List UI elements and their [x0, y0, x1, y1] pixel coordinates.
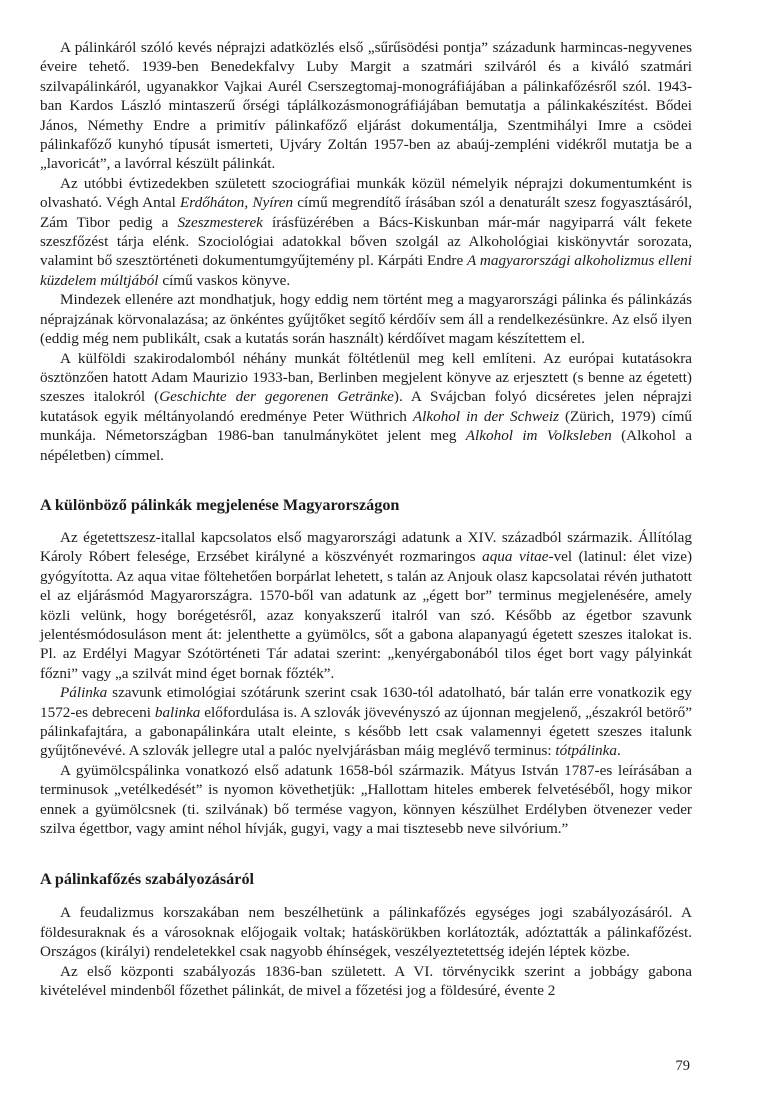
italic-text: Geschichte der gegorenen Getränke — [159, 388, 394, 406]
section-szabalyozas — [40, 869, 692, 1000]
text-run: szavunk etimológiai szótárunk szerint csak 1630-tól adatolható, bár talán erre vonatkozik egy 1572-es debreceni — [40, 684, 692, 721]
page-number: 79 — [675, 1058, 690, 1074]
text-run: A külföldi szakirodalomból néhány munkát föltétlenül meg kell említeni. Az európai kutatásokra ösztönzően hatott Adam Maurizio 1933-ban, Berlinben megjelent könyve az erjesztett (s benne az égetett) szeszes italokról ( — [40, 349, 692, 406]
section-intro — [40, 38, 692, 465]
text-run: A pálinkáról szóló kevés néprajzi adatközlés első „sűrűsödési pontja” századunk harmincas-negyvenes éveire tehető. 1939-ben Benedekfalvy Luby Margit a szatmári szilváról és a kiváló szatmári szilvapálinkáról, ugyanakkor Vajkai Aurél Cserszegtomaj-monográfiájában a pálinkafőzésről szól. 1943-ban Kardos László mintaszerű őrségi táplálkozásmonográfiájában bemutatja a pálinkakészítést. Bődei János, Némethy Endre a primitív pálinkafőző eljárást dokumentálja, Szentmihályi Imre a csödei pálinkafőző kunyhó típusát ismerteti, Ujváry Zoltán 1957-ben az abaúj-zempléni vidékről mutatja be a „lavoricát”, a lavórral készült pálinkát. — [40, 39, 692, 173]
text-run: Az első központi szabályozás 1836-ban született. A VI. törvénycikk szerint a jobbágy gabona kivételével mindenből főzethet pálinkát, de mivel a főzetési jog a földesúré, évente 2 — [40, 962, 692, 1000]
text-run: . — [616, 742, 621, 760]
italic-text: Alkohol im Volksleben — [465, 427, 612, 445]
paragraph — [40, 683, 692, 761]
section-heading: A különböző pálinkák megjelenése Magyarországon — [40, 495, 400, 514]
text-run: A feudalizmus korszakában nem beszélhetünk a pálinkafőzés egységes jogi szabályozásáról. A földesuraknak és a városoknak előjogaik voltak; hatáskörükben korlátozták, adóztatták a pálinkafőzést. Országos (királyi) rendeletekkel csak nagyobb éhínségek, veszélyeztetettség idején léptek közbe. — [40, 904, 692, 961]
text-run: című vaskos könyve. — [158, 271, 291, 289]
text-run: című megrendítő írásában szól a denaturált szesz fogyasztásáról, Zám Tibor pedig a — [40, 194, 692, 231]
italic-text: Pálinka — [60, 684, 108, 702]
italic-text: Erdőháton, Nyíren — [180, 194, 294, 212]
text-run: A gyümölcspálinka vonatkozó első adatunk 1658-ból származik. Mátyus István 1787-es leírásában a terminusok „vetélkedését” is nyomon követhetjük: „Hallottam hiteles emberek felvetéséből, hogy mikor ennek a gyümölcsnek (ti. szilvának) bő termése vagyon, könnyen készülhet Erdélyben ötvenezer veder szilva égettbor, vagy amint néhol hívják, gugyi, vagy a mai tisztesebb neve silvórium.” — [40, 761, 692, 838]
page-text — [40, 38, 692, 1000]
text-run: Az utóbbi évtizedekben született szociográfiai munkák közül némelyik néprajzi dokumentumként is olvasható. Végh Antal — [40, 174, 692, 212]
italic-text: Szeszmesterek — [177, 213, 263, 231]
text-run: (Zürich, 1979) című munkája. Németországban 1986-ban tanulmánykötet jelent meg — [40, 407, 693, 445]
italic-text: Alkohol in der Schweiz — [412, 407, 559, 425]
text-run: Mindezek ellenére azt mondhatjuk, hogy eddig nem történt meg a magyarországi pálinka és pálinkázás néprajzának körvonalazása; az önkéntes gyűjtőket segítő kérdőív sem áll a rendelkezésünkre. Az első ilyen (eddig még nem publikált, csak a kutatás során használt) kérdőívet magam készítettem el. — [40, 291, 692, 348]
paragraph — [40, 174, 692, 290]
section-heading: A pálinkafőzés szabályozásáról — [40, 870, 255, 889]
paragraph — [40, 761, 692, 839]
text-run: Az égetettszesz-itallal kapcsolatos első magyarországi adatunk a XIV. századból származik. Állítólag Károly Róbert felesége, Erzsébet királyné a köszvényét rozmaringos — [40, 528, 692, 566]
text-run: előfordulása is. A szlovák jövevényszó az újonnan megjelenő, „északról betörő” pálinkafajtára, a gabonapálinkára utalt eleinte, s később lett csak valamennyi égetett szeszes italunk gyűjtőnevévé. A szlovák jellegre utal a palóc nyelvjárásban máig meglévő terminus: — [40, 703, 692, 760]
paragraph — [40, 903, 692, 961]
paragraph — [40, 528, 692, 683]
text-run: ). A Svájcban folyó dicséretes jelen néprajzi kutatások egyik méltányolandó eredménye Peter Wüthrich — [40, 388, 692, 425]
italic-text: tótpálinka — [555, 742, 617, 760]
text-run: (Alkohol a népéletben) címmel. — [40, 427, 692, 464]
paragraph — [40, 38, 692, 174]
section-palinkak-megjelenese — [40, 495, 692, 839]
italic-text: balinka — [154, 703, 201, 721]
text-run: -vel (latinul: élet vize) gyógyította. Az aqua vitae föltehetően borpárlat lehetett, s talán az Anjouk olasz kapcsolatai révén juthatott el az eljárásmód Magyarországra. 1570-ből van adatunk az „égett bor” terminus megjelenésére, amely közli velünk, hogy borégetésről, azaz konyakszerű italról van szó. Később az égetbor szavunk jelentésmódosuláson ment át: jelenthette a gyümölcs, sőt a gabona alapanyagú égetett szeszes italokat is. Pl. az Erdélyi Magyar Szótörténeti Tár adatai szerint: „kenyérgabonából tilos éget bort vagy pályinkát főzni” vagy „a szilvát mind éget bornak főzték”. — [40, 548, 692, 682]
paragraph — [40, 962, 692, 1001]
italic-text: aqua vitae — [482, 548, 549, 566]
text-run: írásfüzérében a Bács-Kiskunban már-már nagyiparrá vált fekete szeszfőzést tárja elénk. Szociológiai adatokkal bőven szolgál az Alkohológiai kiskönyvtár sorozata, valamint bő szesztörténeti dokumentumgyűjtemény pl. Kárpáti Endre — [40, 213, 692, 270]
paragraph — [40, 349, 692, 465]
italic-text: A magyarországi alkoholizmus elleni küzdelem múltjából — [40, 252, 692, 289]
paragraph — [40, 290, 692, 348]
